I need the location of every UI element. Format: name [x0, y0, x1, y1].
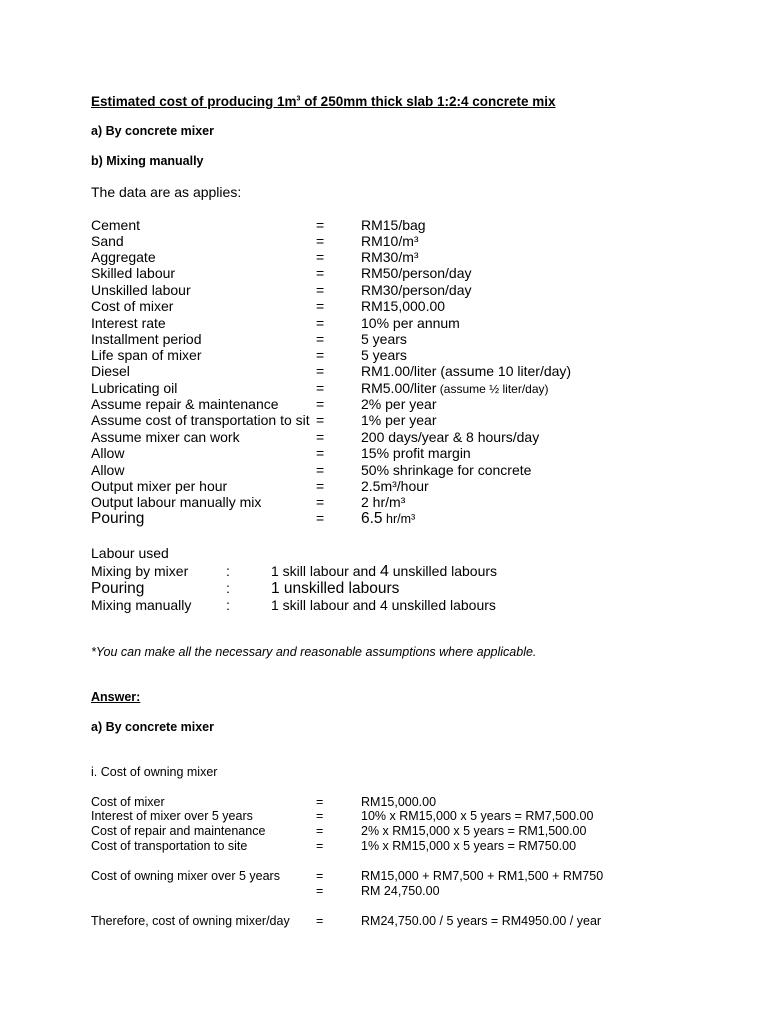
option-b-heading: b) Mixing manually — [91, 154, 204, 168]
owning-cost-heading: i. Cost of owning mixer — [91, 765, 218, 779]
document-page: Estimated cost of producing $1m^3$ of 250mm thick slab 1:2:4 concrete mix a) By concrete mixer b) Mixing manually The data are as applies: Cement = RM15/bag Sand = RM10/m³ Aggregate = RM30/m³ Skilled labour = RM50/person/day Unskilled labour = RM30/person/day Cost of mixer = RM15,000.00 Interest rate = 10% per annum Installment period = 5 years Life span of mixer = 5 years Diesel = RM1.00/liter (assume 10 liter/day) Lubricating oil = RM5.00/liter (assume ½ liter/day) Assume repair & maintenance = 2% per year Assume cost of transportation to sit = 1% per year Assume mixer can work = 200 days/year & 8 hours/day Allow = 15% profit margin Allow = 50% shrinkage for concrete Output mixer per hour = 2.5m³/hour Output labour manually mix = 2 hr/m³ Pouring = 6.5 hr/m³ Labour used Mixing by mixer : 1 skill labour and 4 unskilled labours Pouring : 1 unskilled labours Mixing manually : 1 skill labour and 4 unskilled labours *You can make all the necessary and reasonable assumptions where applicable. Answer: a) By concrete mixer i. Cost of owning mixer Cost of mixer = RM15,000.00 Interest of mixer over 5 years = 10% x RM15,000 x 5 years = RM7,500.00 Cost of repair and maintenance = 2% x RM15,000 x 5 years = RM1,500.00 Cost of transportation to site = 1% x RM15,000 x 5 years = RM750.00 Cost of owning mixer over 5 years = RM15,000 + RM7,500 + RM1,500 + RM750 = RM 24,750.00 Therefore, cost of owning mixer/day = RM24,750.00 / 5 years = RM4950.00 / year — [0, 0, 768, 1024]
data-row-output-labour: Output labour manually mix = 2 hr/m³ — [91, 494, 406, 510]
data-row-transportation: Assume cost of transportation to sit = 1% per year — [91, 412, 437, 428]
data-row-diesel: Diesel = RM1.00/liter (assume 10 liter/day) — [91, 363, 572, 379]
data-row-sand: Sand = RM10/m³ — [91, 233, 419, 249]
answer-heading: Answer: — [91, 690, 141, 704]
data-row-skilled-labour: Skilled labour = RM50/person/day — [91, 265, 472, 281]
data-row-cement: Cement = RM15/bag — [91, 217, 426, 233]
data-row-cost-of-mixer: Cost of mixer = RM15,000.00 — [91, 298, 446, 314]
intro-text: The data are as applies: — [91, 184, 242, 200]
answer-a-heading: a) By concrete mixer — [91, 720, 214, 734]
data-row-pouring: Pouring = 6.5 hr/m³ — [91, 510, 416, 527]
data-row-mixer-work: Assume mixer can work = 200 days/year & 8 hours/day — [91, 429, 540, 445]
document-title: Estimated cost of producing $1m^3$ of 250mm thick slab 1:2:4 concrete mix — [91, 94, 556, 109]
data-row-life-span: Life span of mixer = 5 years — [91, 347, 407, 363]
data-row-interest-rate: Interest rate = 10% per annum — [91, 315, 460, 331]
assumptions-note: *You can make all the necessary and reasonable assumptions where applicable. — [91, 645, 537, 659]
data-row-lubricating-oil: Lubricating oil = RM5.00/liter (assume ½ liter/day) — [91, 380, 549, 396]
data-row-allow-shrinkage: Allow = 50% shrinkage for concrete — [91, 462, 532, 478]
labour-heading: Labour used — [91, 545, 169, 561]
data-row-repair-maintenance: Assume repair & maintenance = 2% per year — [91, 396, 437, 412]
option-a-heading: a) By concrete mixer — [91, 124, 214, 138]
data-row-allow-profit: Allow = 15% profit margin — [91, 445, 471, 461]
data-row-aggregate: Aggregate = RM30/m³ — [91, 249, 419, 265]
data-row-unskilled-labour: Unskilled labour = RM30/person/day — [91, 282, 472, 298]
data-row-output-mixer: Output mixer per hour = 2.5m³/hour — [91, 478, 429, 494]
data-row-installment-period: Installment period = 5 years — [91, 331, 407, 347]
